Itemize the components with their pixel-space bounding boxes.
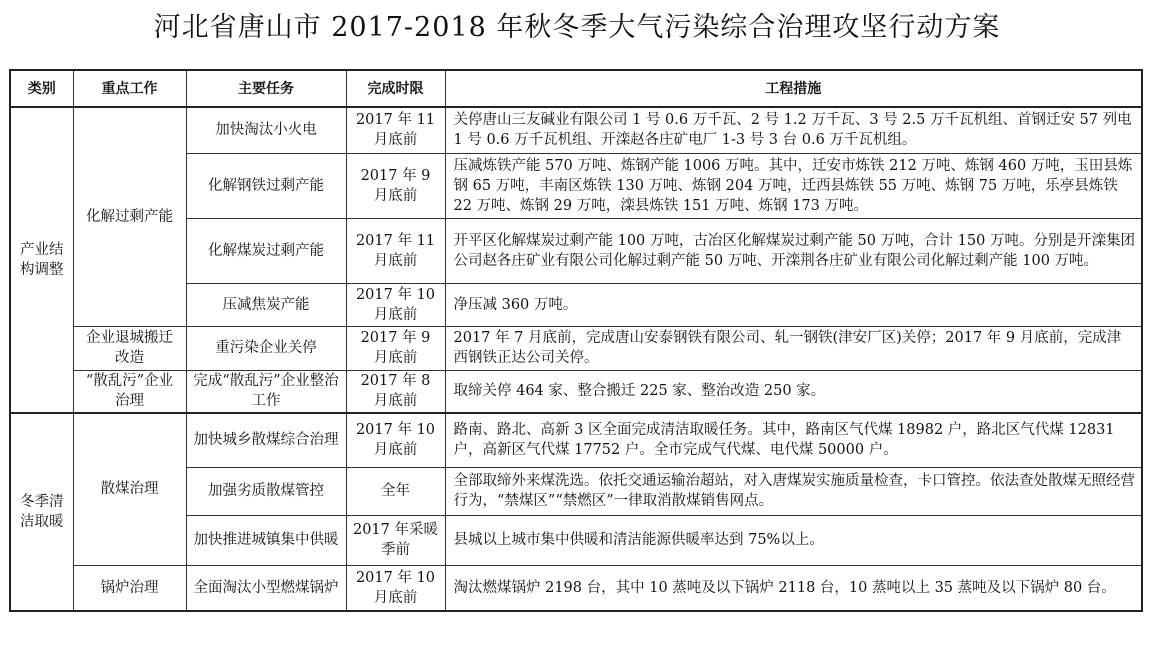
measure-cell: 路南、路北、高新 3 区全面完成清洁取暖任务。其中，路南区气代煤 18982 户，路北区气代煤 12831 户，高新区气代煤 17752 户。全市完成气代煤、电代煤 50000 户。: [445, 413, 1142, 467]
table-row: [10, 370, 1142, 413]
deadline-cell: 2017 年 9 月底前: [346, 153, 445, 218]
deadline-cell: 全年: [346, 467, 445, 515]
action-plan-table: [9, 69, 1143, 612]
task-cell: 化解煤炭过剩产能: [186, 218, 346, 283]
document-title: 河北省唐山市 2017-2018 年秋冬季大气污染综合治理攻坚行动方案: [153, 12, 1001, 43]
measure-cell: 取缔关停 464 家、整合搬迁 225 家、整治改造 250 家。: [445, 370, 1142, 413]
task-cell: 加快城乡散煤综合治理: [186, 413, 346, 467]
task-cell: 化解钢铁过剩产能: [186, 153, 346, 218]
task-cell: 加快推进城镇集中供暖: [186, 515, 346, 565]
key-work-cell: 化解过剩产能: [73, 107, 186, 326]
deadline-cell: 2017 年 10 月底前: [346, 283, 445, 326]
category-cell: 冬季清洁取暖: [10, 413, 73, 611]
deadline-cell: 2017 年 11 月底前: [346, 218, 445, 283]
deadline-cell: 2017 年 11 月底前: [346, 107, 445, 153]
key-work-cell: 企业退城搬迁改造: [73, 326, 186, 370]
header-category: 类别: [10, 70, 73, 107]
header-main-task: 主要任务: [186, 70, 346, 107]
task-cell: 加快淘汰小火电: [186, 107, 346, 153]
key-work-cell: 锅炉治理: [73, 565, 186, 611]
task-cell: 压减焦炭产能: [186, 283, 346, 326]
measure-cell: 县城以上城市集中供暖和清洁能源供暖率达到 75%以上。: [445, 515, 1142, 565]
key-work-cell: 散煤治理: [73, 413, 186, 565]
task-cell: 完成“散乱污”企业整治工作: [186, 370, 346, 413]
task-cell: 重污染企业关停: [186, 326, 346, 370]
deadline-cell: 2017 年采暖季前: [346, 515, 445, 565]
table-row: [10, 565, 1142, 611]
task-cell: 全面淘汰小型燃煤锅炉: [186, 565, 346, 611]
deadline-cell: 2017 年 8 月底前: [346, 370, 445, 413]
task-cell: 加强劣质散煤管控: [186, 467, 346, 515]
table-header-row: [10, 70, 1142, 107]
table-row: [10, 107, 1142, 153]
deadline-cell: 2017 年 9 月底前: [346, 326, 445, 370]
measure-cell: 净压减 360 万吨。: [445, 283, 1142, 326]
category-cell: 产业结构调整: [10, 107, 73, 413]
measure-cell: 压减炼铁产能 570 万吨、炼钢产能 1006 万吨。其中，迁安市炼铁 212 万吨、炼钢 460 万吨，玉田县炼钢 65 万吨，丰南区炼铁 130 万吨、炼钢 204 万吨，迁西县炼铁 55 万吨、炼钢 75 万吨，乐亭县炼铁 22 万吨、炼钢 29 万吨，滦县炼铁 151 万吨、炼钢 173 万吨。: [445, 153, 1142, 218]
deadline-cell: 2017 年 10 月底前: [346, 565, 445, 611]
table-row: [10, 326, 1142, 370]
header-deadline: 完成时限: [346, 70, 445, 107]
measure-cell: 关停唐山三友碱业有限公司 1 号 0.6 万千瓦、2 号 1.2 万千瓦、3 号 2.5 万千瓦机组、首钢迁安 57 列电 1 号 0.6 万千瓦机组、开滦赵各庄矿电厂 1-3 号 3 台 0.6 万千瓦机组。: [445, 107, 1142, 153]
header-key-work: 重点工作: [73, 70, 186, 107]
measure-cell: 2017 年 7 月底前，完成唐山安泰钢铁有限公司、轧一钢铁(津安厂区)关停；2017 年 9 月底前，完成津西钢铁正达公司关停。: [445, 326, 1142, 370]
header-measures: 工程措施: [445, 70, 1142, 107]
measure-cell: 全部取缔外来煤洗选。依托交通运输治超站，对入唐煤炭实施质量检查，卡口管控。依法查处散煤无照经营行为，“禁煤区”“禁燃区”一律取消散煤销售网点。: [445, 467, 1142, 515]
measure-cell: 开平区化解煤炭过剩产能 100 万吨，古冶区化解煤炭过剩产能 50 万吨，合计 150 万吨。分别是开滦集团公司赵各庄矿业有限公司化解过剩产能 50 万吨、开滦荆各庄矿业有限公司化解过剩产能 100 万吨。: [445, 218, 1142, 283]
table-row: [10, 413, 1142, 467]
measure-cell: 淘汰燃煤锅炉 2198 台，其中 10 蒸吨及以下锅炉 2118 台，10 蒸吨以上 35 蒸吨及以下锅炉 80 台。: [445, 565, 1142, 611]
key-work-cell: “散乱污”企业治理: [73, 370, 186, 413]
deadline-cell: 2017 年 10 月底前: [346, 413, 445, 467]
